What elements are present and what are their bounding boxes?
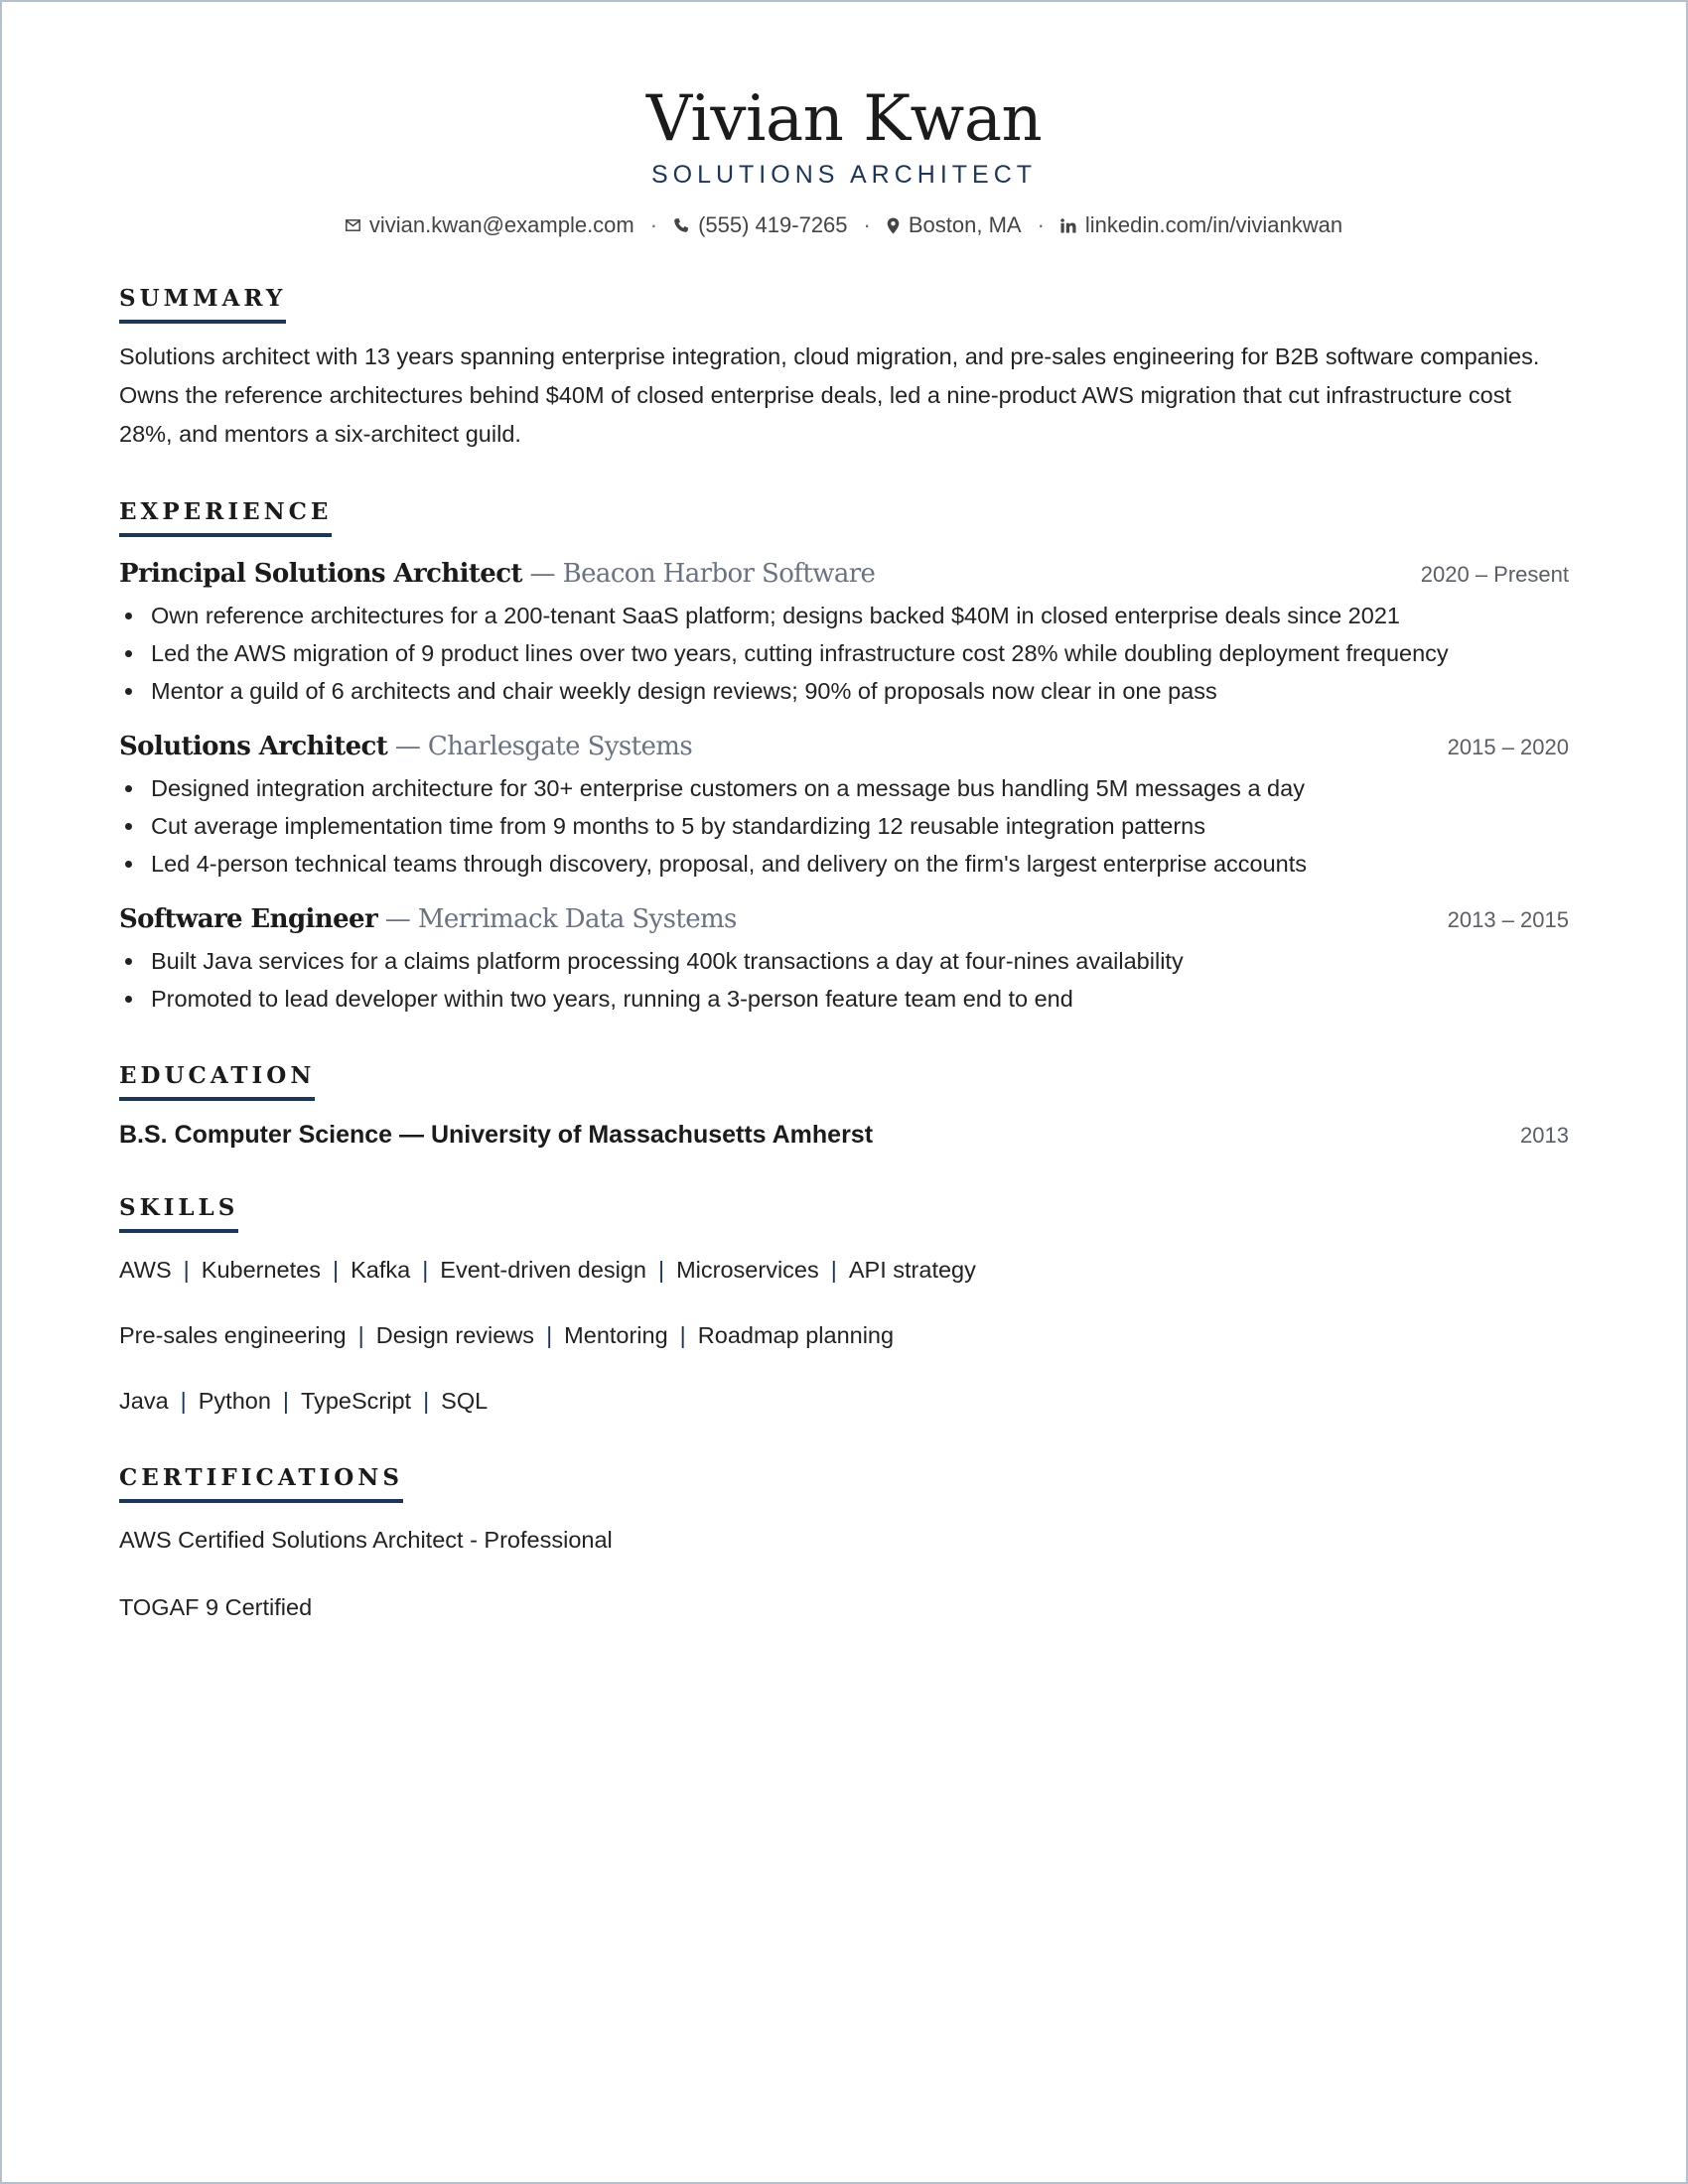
job-role (119, 904, 737, 934)
job-title: Software Engineer (119, 904, 378, 934)
contact-linkedin-text: linkedin.com/in/viviankwan (1084, 212, 1343, 237)
job-company: — Charlesgate Systems (387, 732, 693, 761)
certifications-list (119, 1521, 1569, 1626)
skill-item: Kafka (351, 1257, 411, 1283)
job-dates: 2013 – 2015 (1447, 907, 1569, 932)
job-company: — Merrimack Data Systems (377, 904, 737, 934)
skill-item: Roadmap planning (697, 1322, 895, 1348)
contact-email[interactable] (346, 210, 634, 240)
section-heading-experience: EXPERIENCE (119, 497, 332, 537)
job-bullet: Promoted to lead developer within two years, running a 3-person feature team end to end (119, 980, 1569, 1018)
skill-separator: | (332, 1257, 340, 1283)
summary-text: Solutions architect with 13 years spanning enterprise integration, cloud migration, and pre-sales engineering for B2B software companies. Owns the reference architectures behind $40M of closed enterprise deals, led a nine-product AWS migration that cut infrastructure cost 28%, and mentors a six-architect guild. (119, 343, 1540, 447)
skill-item: Event-driven design (440, 1257, 646, 1283)
job-bullet: Led 4-person technical teams through discovery, proposal, and delivery on the firm's largest enterprise accounts (119, 845, 1569, 883)
job-title: Principal Solutions Architect (119, 559, 522, 589)
education-year: 2013 (1520, 1123, 1569, 1148)
skill-item: TypeScript (301, 1388, 412, 1414)
certification-item: AWS Certified Solutions Architect - Professional (119, 1527, 613, 1553)
skills-section (119, 1193, 1569, 1420)
contact-separator: · (863, 212, 871, 237)
job-bullet: Led the AWS migration of 9 product lines over two years, cutting infrastructure cost 28% while doubling deployment frequency (119, 634, 1569, 672)
job-bullets (119, 942, 1569, 1018)
skill-separator: | (183, 1257, 190, 1283)
skill-item: Java (119, 1388, 169, 1414)
job-dates: 2015 – 2020 (1447, 735, 1569, 759)
skill-row (119, 1316, 1569, 1354)
experience-section (119, 497, 1569, 1018)
certification-item: TOGAF 9 Certified (119, 1594, 313, 1620)
section-heading-education: EDUCATION (119, 1061, 315, 1101)
job-bullet: Designed integration architecture for 30+ enterprise customers on a message bus handling 5M messages a day (119, 769, 1569, 807)
skill-separator: | (180, 1388, 187, 1414)
contact-location (887, 210, 1022, 240)
candidate-name: Vivian Kwan (645, 82, 1043, 156)
skills-list (119, 1251, 1569, 1420)
skill-item: Mentoring (564, 1322, 668, 1348)
skill-item: AWS (119, 1257, 172, 1283)
resume-content (119, 2, 1569, 2182)
skill-item: SQL (441, 1388, 489, 1414)
job-header (119, 559, 1569, 589)
summary-section (119, 284, 1569, 454)
job-role (119, 559, 875, 589)
job-bullet: Mentor a guild of 6 architects and chair weekly design reviews; 90% of proposals now clear in one pass (119, 672, 1569, 710)
job-entry (119, 732, 1569, 883)
location-pin-icon (887, 217, 900, 234)
skill-separator: | (422, 1257, 429, 1283)
job-bullet: Own reference architectures for a 200-tenant SaaS platform; designs backed $40M in closed enterprise deals since 2021 (119, 597, 1569, 634)
job-company: — Beacon Harbor Software (521, 559, 876, 589)
job-entry (119, 904, 1569, 1018)
skill-item: Design reviews (375, 1322, 535, 1348)
skill-item: Kubernetes (201, 1257, 321, 1283)
section-heading-certifications: CERTIFICATIONS (119, 1463, 403, 1503)
job-bullet: Cut average implementation time from 9 months to 5 by standardizing 12 reusable integration patterns (119, 807, 1569, 845)
skill-item: Python (198, 1388, 271, 1414)
skill-separator: | (658, 1257, 665, 1283)
contact-phone[interactable] (673, 210, 847, 240)
skill-separator: | (423, 1388, 430, 1414)
linkedin-icon (1060, 218, 1076, 233)
skill-row (119, 1382, 1569, 1420)
certifications-section (119, 1463, 1569, 1626)
skill-separator: | (546, 1322, 553, 1348)
skill-separator: | (830, 1257, 837, 1283)
job-dates: 2020 – Present (1420, 562, 1569, 587)
skill-separator: | (357, 1322, 364, 1348)
contact-separator: · (649, 212, 658, 237)
job-header (119, 904, 1569, 934)
contact-email-text: vivian.kwan@example.com (368, 212, 634, 237)
skill-item: API strategy (848, 1257, 976, 1283)
job-entry (119, 559, 1569, 710)
job-role (119, 732, 692, 761)
contact-location-text: Boston, MA (908, 212, 1022, 237)
skill-separator: | (679, 1322, 686, 1348)
contact-phone-text: (555) 419-7265 (698, 212, 848, 237)
job-header (119, 732, 1569, 761)
section-heading-skills: SKILLS (119, 1193, 238, 1233)
job-title: Solutions Architect (119, 732, 388, 761)
contact-linkedin[interactable] (1060, 210, 1342, 240)
job-bullets (119, 597, 1569, 710)
skill-row (119, 1251, 1569, 1289)
education-degree: B.S. Computer Science — University of Massachusetts Amherst (119, 1121, 874, 1149)
education-section (119, 1061, 1569, 1150)
contact-line (119, 210, 1569, 240)
skill-item: Pre-sales engineering (119, 1322, 347, 1348)
candidate-title: SOLUTIONS ARCHITECT (650, 161, 1038, 189)
job-bullets (119, 769, 1569, 883)
job-bullet: Built Java services for a claims platform processing 400k transactions a day at four-nines availability (119, 942, 1569, 980)
resume-header (119, 79, 1569, 240)
phone-icon (673, 217, 689, 233)
contact-separator: · (1037, 212, 1045, 237)
skill-item: Microservices (676, 1257, 819, 1283)
mail-icon (346, 219, 360, 231)
skill-separator: | (282, 1388, 290, 1414)
education-entry (119, 1121, 1569, 1150)
section-heading-summary: SUMMARY (119, 284, 286, 324)
